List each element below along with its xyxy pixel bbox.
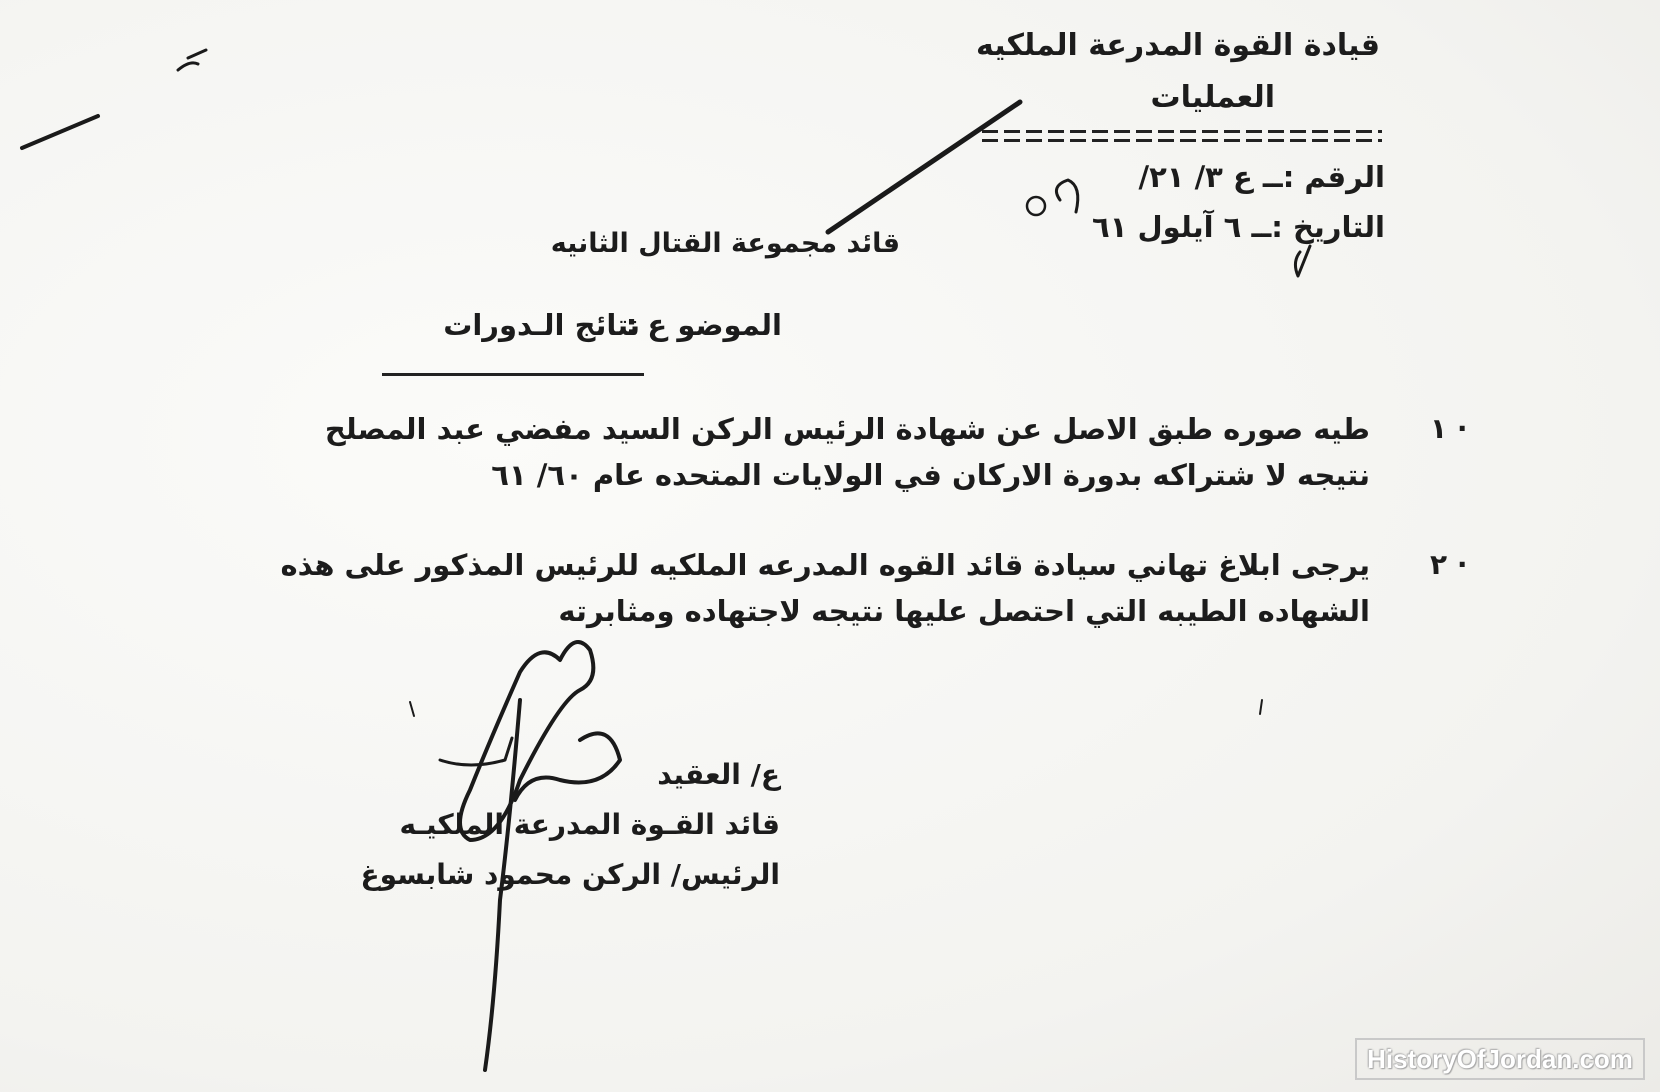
signature-title: قائد القـوة المدرعة الملكيـه (399, 808, 780, 841)
handwritten-ref-mark (1056, 180, 1077, 212)
addressee: قائد مجموعة القتال الثانيه (550, 228, 900, 259)
paragraph-2-line-2: الشهاده الطيبه التي احتصل عليها نتيجه لاجتهاده ومثابرته (558, 594, 1370, 628)
subject-text: نتائج الـدورات (443, 308, 640, 342)
reference-date: التاريخ :ــ ٦ آيلول ٦١ (1092, 210, 1385, 244)
signature-flourish (515, 733, 620, 800)
header-dept: العمليات (1150, 80, 1275, 115)
stray-stroke-top-left (22, 116, 98, 148)
paragraph-2-number: ٢ · (1430, 548, 1468, 581)
stray-tick-left (410, 702, 414, 716)
subject-label: الموضو ع : (625, 308, 782, 342)
handwritten-date-mark (1295, 246, 1310, 276)
signature-loop (460, 642, 593, 840)
paragraph-2-line-1: يرجى ابلاغ تهاني سيادة قائد القوه المدرعه الملكيه للرئيس المذكور على هذه (280, 548, 1370, 582)
signature-name: الرئيس/ الركن محمود شابسوغ (360, 858, 780, 891)
stray-tick-mid (1260, 700, 1262, 714)
stray-mark-top (178, 50, 206, 70)
reference-number: الرقم :ــ ع ٣/ ٢١/ (1138, 160, 1385, 194)
paragraph-1-line-1: طيه صوره طبق الاصل عن شهادة الرئيس الركن السيد مفضي عبد المصلح (324, 412, 1370, 446)
paragraph-1-line-2: نتيجه لا شتراكه بدورة الاركان في الولايات المتحده عام ٦٠/ ٦١ (491, 458, 1370, 492)
signature-rank: ع/ العقيد (657, 758, 780, 791)
slash-over-addressee (828, 102, 1020, 232)
site-watermark: HistoryOfJordan.com (1355, 1038, 1645, 1080)
handwritten-circle (1027, 197, 1045, 215)
signature-tail (440, 738, 512, 765)
header-org: قيادة القوة المدرعة الملكيه (976, 28, 1380, 63)
signature-long-stroke (485, 700, 520, 1070)
paragraph-1-number: ١ · (1430, 412, 1468, 445)
